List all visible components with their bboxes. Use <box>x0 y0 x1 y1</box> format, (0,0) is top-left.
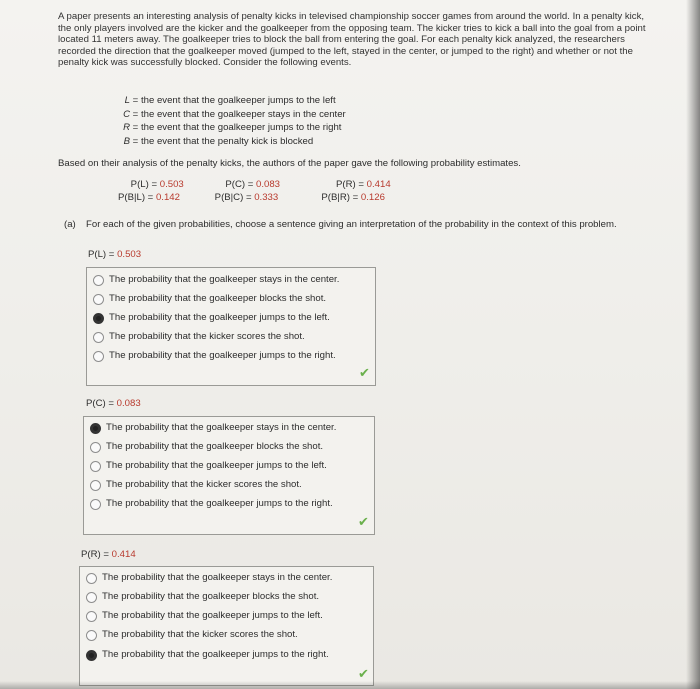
radio-button[interactable] <box>93 351 104 362</box>
checkmark-icon: ✔ <box>358 666 369 681</box>
option-blocks[interactable]: The probability that the goalkeeper blocks the shot. <box>90 439 323 455</box>
estimate-PBC: P(B|C) = 0.333 <box>214 192 279 204</box>
radio-button-selected[interactable] <box>86 650 97 661</box>
radio-button[interactable] <box>86 592 97 603</box>
option-center[interactable]: The probability that the goalkeeper stays in the center. <box>90 420 336 436</box>
question-label-PR: P(R) = 0.414 <box>81 549 136 560</box>
question-label-PC: P(C) = 0.083 <box>86 398 141 409</box>
probability-estimates <box>118 178 391 205</box>
estimate-PC: P(C) = 0.083 <box>225 179 281 190</box>
option-scores[interactable]: The probability that the kicker scores the shot. <box>93 329 305 345</box>
option-center[interactable]: The probability that the goalkeeper stays in the center. <box>86 570 332 586</box>
radio-button[interactable] <box>86 630 97 641</box>
definition-B: B = the event that the penalty kick is blocked <box>123 135 314 147</box>
radio-button[interactable] <box>93 275 104 286</box>
option-scores[interactable]: The probability that the kicker scores the shot. <box>86 627 298 643</box>
checkmark-icon: ✔ <box>358 514 369 529</box>
radio-button-selected[interactable] <box>90 423 101 434</box>
shadow-bottom <box>0 681 700 689</box>
option-center[interactable]: The probability that the goalkeeper stays in the center. <box>93 272 339 288</box>
option-right[interactable]: The probability that the goalkeeper jumps to the right. <box>90 496 333 512</box>
option-left[interactable]: The probability that the goalkeeper jumps to the left. <box>86 608 323 624</box>
definition-L: L = the event that the goalkeeper jumps to the left <box>124 95 336 106</box>
estimate-PR: P(R) = 0.414 <box>336 179 391 190</box>
event-definitions <box>118 94 346 148</box>
checkmark-icon: ✔ <box>359 365 370 380</box>
estimates-intro: Based on their analysis of the penalty kicks, the authors of the paper gave the following probability estimates. <box>58 158 521 169</box>
radio-button[interactable] <box>86 573 97 584</box>
option-blocks[interactable]: The probability that the goalkeeper blocks the shot. <box>93 291 326 307</box>
part-a-instructions: (a) For each of the given probabilities, choose a sentence giving an interpretation of the probability in the context of this problem. <box>64 219 617 230</box>
option-scores[interactable]: The probability that the kicker scores the shot. <box>90 477 302 493</box>
radio-button-selected[interactable] <box>93 313 104 324</box>
radio-button[interactable] <box>90 480 101 491</box>
radio-button[interactable] <box>93 332 104 343</box>
definition-R: R = the event that the goalkeeper jumps to the right <box>123 122 342 134</box>
radio-button[interactable] <box>93 294 104 305</box>
option-blocks[interactable]: The probability that the goalkeeper blocks the shot. <box>86 589 319 605</box>
definition-C: C = the event that the goalkeeper stays in the center <box>123 108 346 120</box>
problem-intro: A paper presents an interesting analysis of penalty kicks in televised championship soccer games from around the world. In a penalty kick, the only players involved are the kicker and the goalkeeper from the opposing team. The kicker tries to kick a ball into the goal from a point located 11 meters away. The goalkeeper tries to block the ball from entering the goal. For each penalty kick analyzed, the researchers recorded the direction that the goalkeeper moved (jumped to the left, stayed in the center, or jumped to the right) and whether or not the penalty kick was successfully blocked. Consider the following events. <box>58 11 646 69</box>
radio-button[interactable] <box>90 442 101 453</box>
radio-button[interactable] <box>90 461 101 472</box>
options-box-PR <box>79 566 374 686</box>
estimate-PBL: P(B|L) = 0.142 <box>118 192 180 204</box>
question-label-PL: P(L) = 0.503 <box>88 249 142 260</box>
options-box-PL <box>86 267 376 386</box>
estimate-PL: P(L) = 0.503 <box>130 179 184 190</box>
option-left[interactable]: The probability that the goalkeeper jumps to the left. <box>90 458 327 474</box>
option-left[interactable]: The probability that the goalkeeper jumps to the left. <box>93 310 330 326</box>
shadow-edge <box>686 0 700 689</box>
option-right[interactable]: The probability that the goalkeeper jumps to the right. <box>86 647 329 663</box>
option-right[interactable]: The probability that the goalkeeper jumps to the right. <box>93 348 336 364</box>
options-box-PC <box>83 416 375 535</box>
estimate-PBR: P(B|R) = 0.126 <box>321 192 385 204</box>
radio-button[interactable] <box>86 611 97 622</box>
radio-button[interactable] <box>90 499 101 510</box>
